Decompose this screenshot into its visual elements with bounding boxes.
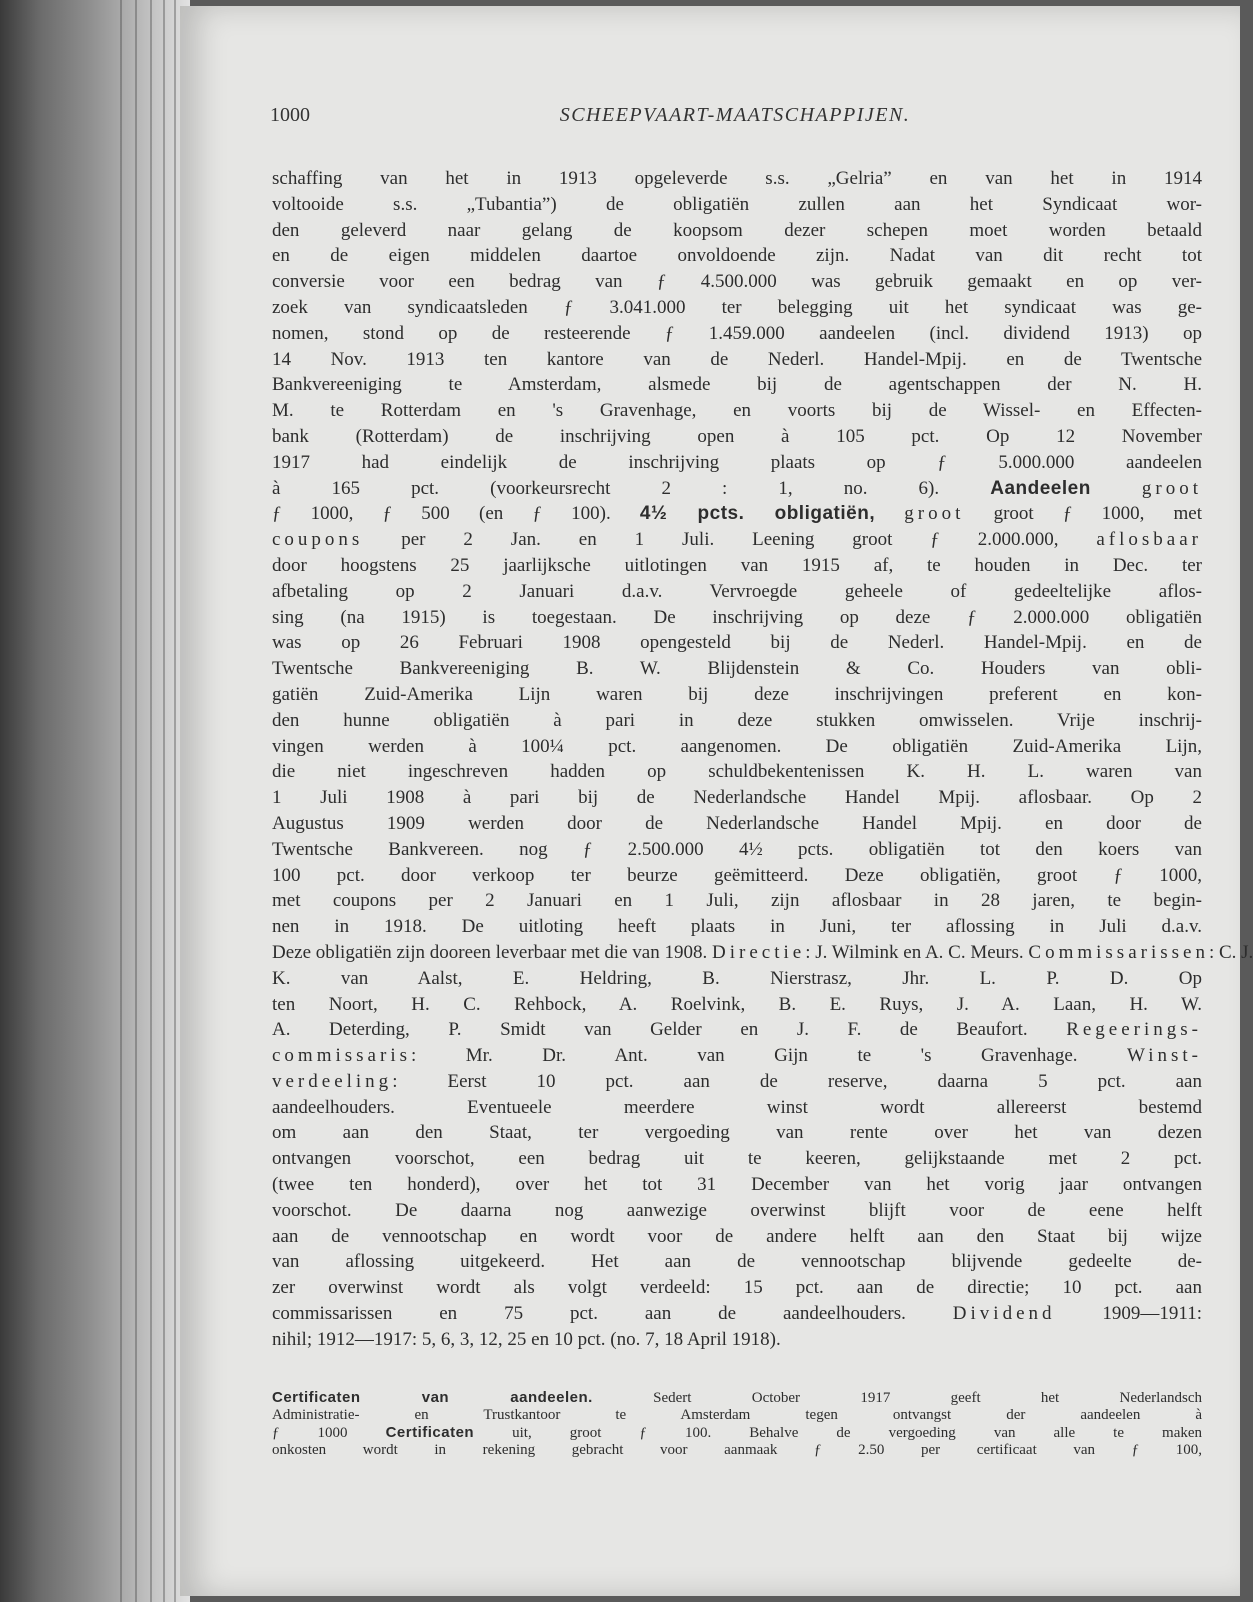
spaced-word: aflosbaar — [1096, 529, 1202, 551]
footnote — [272, 1389, 1202, 1459]
footnote-line: Administratie- en Trustkantoor te Amsterdam tegen ontvangst der aandeelen à — [272, 1406, 1202, 1423]
text-run: ƒ 1000 — [272, 1425, 386, 1441]
text-line — [272, 940, 1253, 966]
footnote-bold: Certificaten — [385, 1424, 475, 1441]
footnote-line — [272, 1389, 1202, 1407]
text-line: sing (na 1915) is toegestaan. De inschrijving op deze ƒ 2.000.000 obligatiën — [272, 606, 1202, 628]
text-line: conversie voor een bedrag van ƒ 4.500.000 was gebruik gemaakt en op ver- — [272, 271, 1202, 293]
text-line: Augustus 1909 werden door de Nederlandsche Handel Mpij. en door de — [272, 812, 1202, 834]
spaced-word: Regeerings- — [1066, 1019, 1202, 1041]
text-run: Sedert October 1917 geeft het Nederlandsch — [592, 1390, 1202, 1406]
text-line: 100 pct. door verkoop ter beurze geëmitteerd. Deze obligatiën, groot ƒ 1000, — [272, 864, 1202, 886]
spaced-word: verdeeling — [272, 1070, 393, 1092]
text-run: uit, groot ƒ 100. Behalve de vergoeding van alle te maken — [474, 1425, 1203, 1441]
text-line — [272, 501, 1202, 527]
text-line: schaffing van het in 1913 opgeleverde s.s. „Gelria” en van het in 1914 — [272, 168, 1202, 189]
text-line: (twee ten honderd), over het tot 31 December van het vorig jaar ontvangen — [272, 1174, 1202, 1196]
text-run: à 165 pct. (voorkeursrecht 2 : 1, no. 6). — [272, 477, 991, 499]
text-line: en de eigen middelen daartoe onvoldoende zijn. Nadat van dit recht tot — [272, 245, 1202, 267]
text-line: ten Noort, H. C. Rehbock, A. Roelvink, B. E. Ruys, J. A. Laan, H. W. — [272, 993, 1202, 1015]
text-line: 1917 had eindelijk de inschrijving plaats op ƒ 5.000.000 aandeelen — [272, 451, 1202, 473]
text-line: 14 Nov. 1913 ten kantore van de Nederl. Handel-Mpij. en de Twentsche — [272, 348, 1202, 370]
text-run: : Eerst 10 pct. aan de reserve, daarna 5 pct. aan — [392, 1070, 1202, 1092]
text-line: Twentsche Bankvereeniging B. W. Blijdenstein & Co. Houders van obli- — [272, 658, 1202, 680]
text-line: om aan den Staat, ter vergoeding van rente over het van dezen — [272, 1122, 1202, 1144]
heading-obligaties: 4½ pcts. obligatiën, — [639, 503, 876, 525]
text-line — [272, 1069, 1202, 1095]
text-line: den geleverd naar gelang de koopsom dezer schepen moet worden betaald — [272, 219, 1202, 241]
text-run: A. Deterding, P. Smidt van Gelder en J. F. de Beaufort. — [272, 1019, 1067, 1041]
text-line: den hunne obligatiën à pari in deze stukken omwisselen. Vrije inschrij- — [272, 709, 1202, 731]
text-line: was op 26 Februari 1908 opengesteld bij de Nederl. Handel-Mpij. en de — [272, 632, 1202, 654]
text-line: aandeelhouders. Eventueele meerdere winst wordt allereerst bestemd — [272, 1096, 1202, 1118]
text-line: voorschot. De daarna nog aanwezige overwinst blijft voor de eene helft — [272, 1199, 1202, 1221]
footnote-line: onkosten wordt in rekening gebracht voor aanmaak ƒ 2.50 per certificaat van ƒ 100, — [272, 1441, 1202, 1458]
text-line: die niet ingeschreven hadden op schuldbekentenissen K. H. L. waren van — [272, 761, 1202, 783]
text-run: : C. J. — [1208, 941, 1253, 963]
spaced-word: Commissarissen — [1028, 941, 1209, 963]
running-title: SCHEEPVAART-MAATSCHAPPIJEN. — [559, 104, 911, 126]
text-run: 1909—1911: — [1055, 1303, 1202, 1325]
text-line — [272, 476, 1202, 502]
text-run: groot ƒ 1000, met — [964, 503, 1202, 525]
text-line — [272, 527, 1202, 553]
text-run: per 2 Jan. en 1 Juli. Leening groot ƒ 2.000.000, — [363, 529, 1097, 551]
text-line: gatiën Zuid-Amerika Lijn waren bij deze inschrijvingen preferent en kon- — [272, 683, 1202, 705]
spaced-word: groot — [1141, 477, 1202, 499]
text-line: bank (Rotterdam) de inschrijving open à 105 pct. Op 12 November — [272, 425, 1202, 447]
book-binding — [0, 0, 190, 1602]
text-line: voltooide s.s. „Tubantia”) de obligatiën zullen aan het Syndicaat wor- — [272, 193, 1202, 215]
text-line: ontvangen voorschot, een bedrag uit te keeren, gelijkstaande met 2 pct. — [272, 1148, 1202, 1170]
spaced-word: Winst- — [1127, 1045, 1202, 1067]
spaced-word: coupons — [272, 529, 364, 551]
text-line: nen in 1918. De uitloting heeft plaats in Juni, ter aflossing in Juli d.a.v. — [272, 916, 1202, 938]
spaced-word: commissaris — [272, 1045, 411, 1067]
book-page — [180, 6, 1253, 1596]
text-run: ƒ 1000, ƒ 500 (en ƒ 100). — [272, 503, 640, 525]
page-header — [270, 104, 1200, 134]
text-line: aan de vennootschap en wordt voor de andere helft aan den Staat bij wijze — [272, 1225, 1202, 1247]
spaced-word: Dividend — [952, 1303, 1056, 1325]
text-line: afbetaling op 2 Januari d.a.v. Vervroegde geheele of gedeeltelijke aflos- — [272, 580, 1202, 602]
spaced-word: groot — [904, 503, 965, 525]
text-run: : J. Wilmink en A. C. Meurs. — [805, 941, 1029, 963]
text-line: met coupons per 2 Januari en 1 Juli, zijn aflosbaar in 28 jaren, te begin- — [272, 890, 1202, 912]
main-text — [272, 166, 1253, 1353]
text-run: commissarissen en 75 pct. aan de aandeelhouders. — [272, 1303, 953, 1325]
text-line: Bankvereeniging te Amsterdam, alsmede bij de agentschappen der N. H. — [272, 374, 1202, 396]
heading-aandeelen: Aandeelen — [990, 477, 1091, 499]
text-run: : Mr. Dr. Ant. van Gijn te 's Gravenhage. — [411, 1045, 1128, 1067]
text-line: nihil; 1912—1917: 5, 6, 3, 12, 25 en 10 pct. (no. 7, 18 April 1918). — [272, 1328, 781, 1350]
page-number: 1000 — [270, 104, 310, 126]
footnote-title: Certificaten van aandeelen. — [272, 1389, 593, 1406]
text-line: door hoogstens 25 jaarlijksche uitlotingen van 1915 af, te houden in Dec. ter — [272, 554, 1202, 576]
text-line: M. te Rotterdam en 's Gravenhage, en voorts bij de Wissel- en Effecten- — [272, 400, 1202, 422]
footnote-line — [272, 1424, 1202, 1442]
text-line: nomen, stond op de resteerende ƒ 1.459.000 aandeelen (incl. dividend 1913) op — [272, 322, 1202, 344]
text-line: zoek van syndicaatsleden ƒ 3.041.000 ter belegging uit het syndicaat was ge- — [272, 296, 1202, 318]
text-line: 1 Juli 1908 à pari bij de Nederlandsche Handel Mpij. aflosbaar. Op 2 — [272, 787, 1202, 809]
text-line — [272, 1043, 1202, 1069]
text-line: K. van Aalst, E. Heldring, B. Nierstrasz, Jhr. L. P. D. Op — [272, 967, 1202, 989]
spaced-word: Directie — [712, 941, 806, 963]
text-line: Twentsche Bankvereen. nog ƒ 2.500.000 4½ pcts. obligatiën tot den koers van — [272, 838, 1202, 860]
text-line — [272, 1301, 1202, 1327]
text-line — [272, 1017, 1202, 1043]
text-line: vingen werden à 100¼ pct. aangenomen. De obligatiën Zuid-Amerika Lijn, — [272, 735, 1202, 757]
text-line: van aflossing uitgekeerd. Het aan de vennootschap blijvende gedeelte de- — [272, 1251, 1202, 1273]
text-line: zer overwinst wordt als volgt verdeeld: 15 pct. aan de directie; 10 pct. aan — [272, 1277, 1202, 1299]
text-run: Deze obligatiën zijn dooreen leverbaar met die van 1908. — [272, 941, 712, 963]
